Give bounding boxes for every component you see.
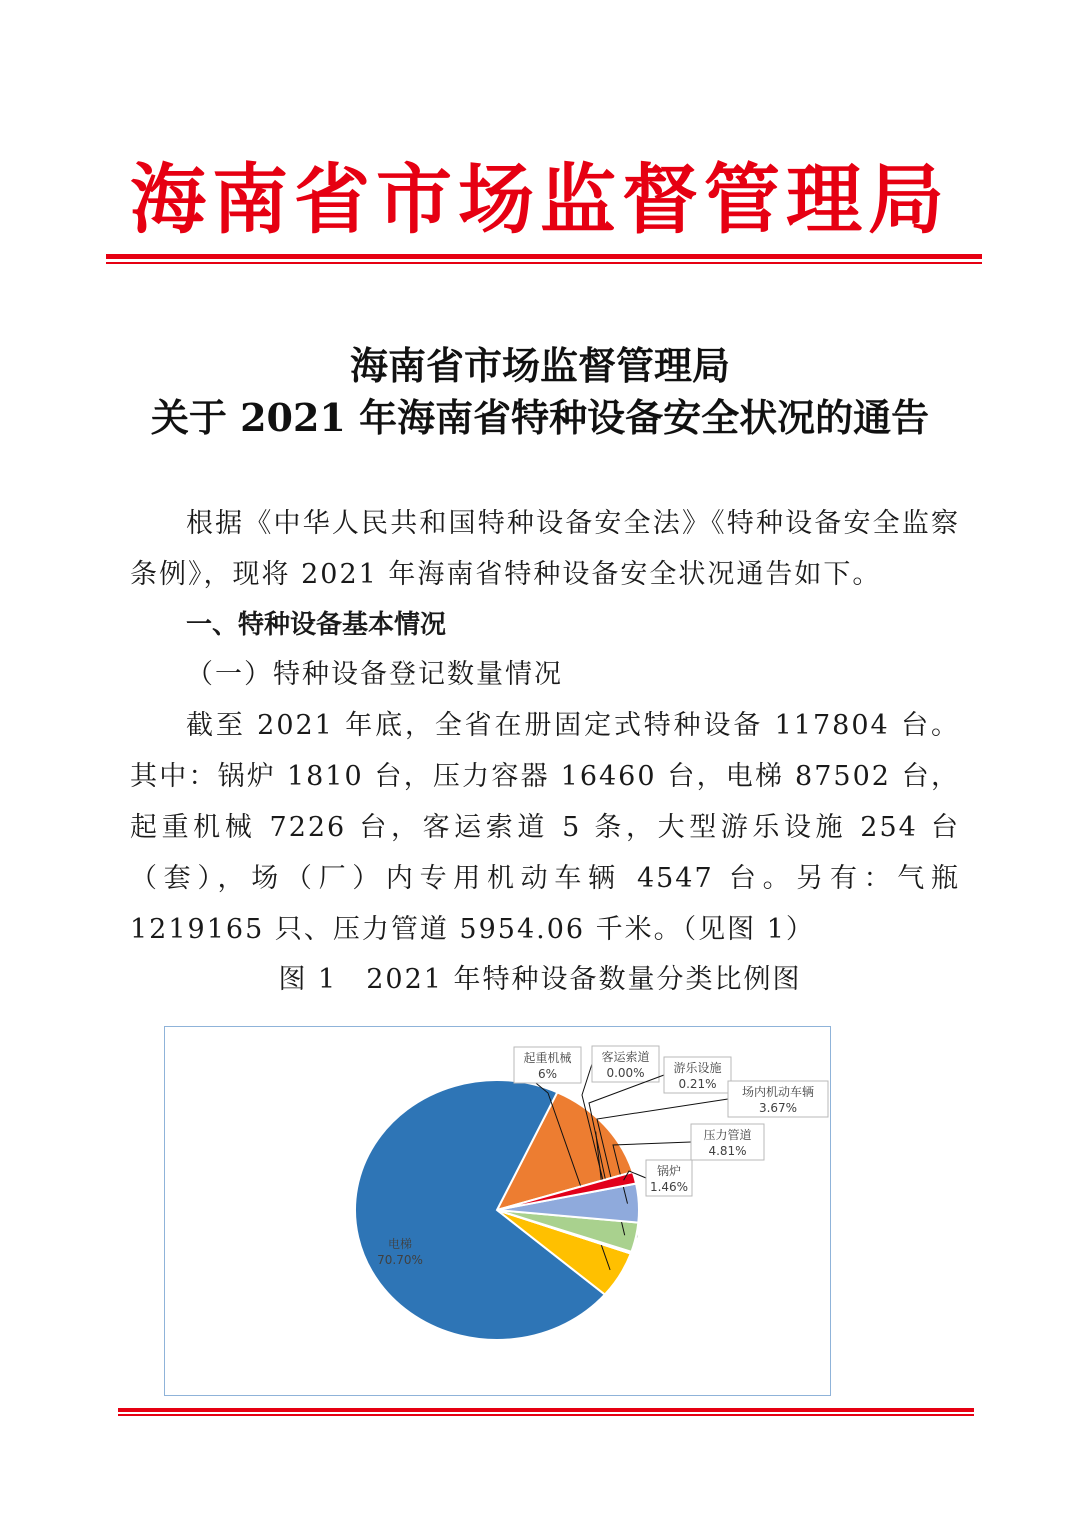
masthead-rule [106,254,982,259]
pie-chart [165,1027,830,1395]
slice-name: 场内机动车辆 [741,1085,815,1099]
slice-percent: 0.00% [606,1066,645,1080]
slice-name: 游乐设施 [673,1061,722,1075]
slice-percent: 70.70% [377,1253,423,1267]
slice-percent: 1.46% [649,1180,689,1194]
slice-name: 压力管道 [703,1128,752,1142]
masthead-title: 海南省市场监督管理局 [130,155,950,244]
slice-percent: 3.67% [758,1101,798,1115]
slice-percent: 6% [537,1067,558,1081]
footer-rule [118,1408,974,1412]
slice-percent: 4.81% [708,1144,747,1158]
body-paragraph: 截至 2021 年底，全省在册固定式特种设备 117804 台。其中：锅炉 1810 台，压力容器 16460 台，电梯 87502 台，起重机械 7226 台，客运索道 5 条，大型游乐设施 254 台（套），场（厂）内专用机动车辆 4547 台。另有：气瓶 1219165 只、压力管道 5954.06 千米。（见图 1） [130,710,960,945]
slice-name: 起重机械 [523,1051,572,1065]
document-title-line1: 海南省市场监督管理局 [349,343,730,388]
figure-caption: 图 1 2021 年特种设备数量分类比例图 [278,964,802,995]
slice-percent: 0.21% [678,1077,717,1091]
masthead-rule-thin [106,262,982,264]
slice-name: 锅炉 [656,1164,682,1178]
slice-name: 电梯 [387,1237,413,1251]
footer-rule-thin [118,1414,974,1416]
document-title-line2: 关于 2021 年海南省特种设备安全状况的通告 [150,395,930,440]
pie-chart-frame [164,1026,831,1396]
subsection-heading: （一）特种设备登记数量情况 [186,659,563,690]
section-heading: 一、特种设备基本情况 [186,610,447,640]
slice-name: 客运索道 [601,1050,650,1064]
intro-paragraph: 根据《中华人民共和国特种设备安全法》《特种设备安全监察条例》，现将 2021 年海南省特种设备安全状况通告如下。 [130,508,960,590]
